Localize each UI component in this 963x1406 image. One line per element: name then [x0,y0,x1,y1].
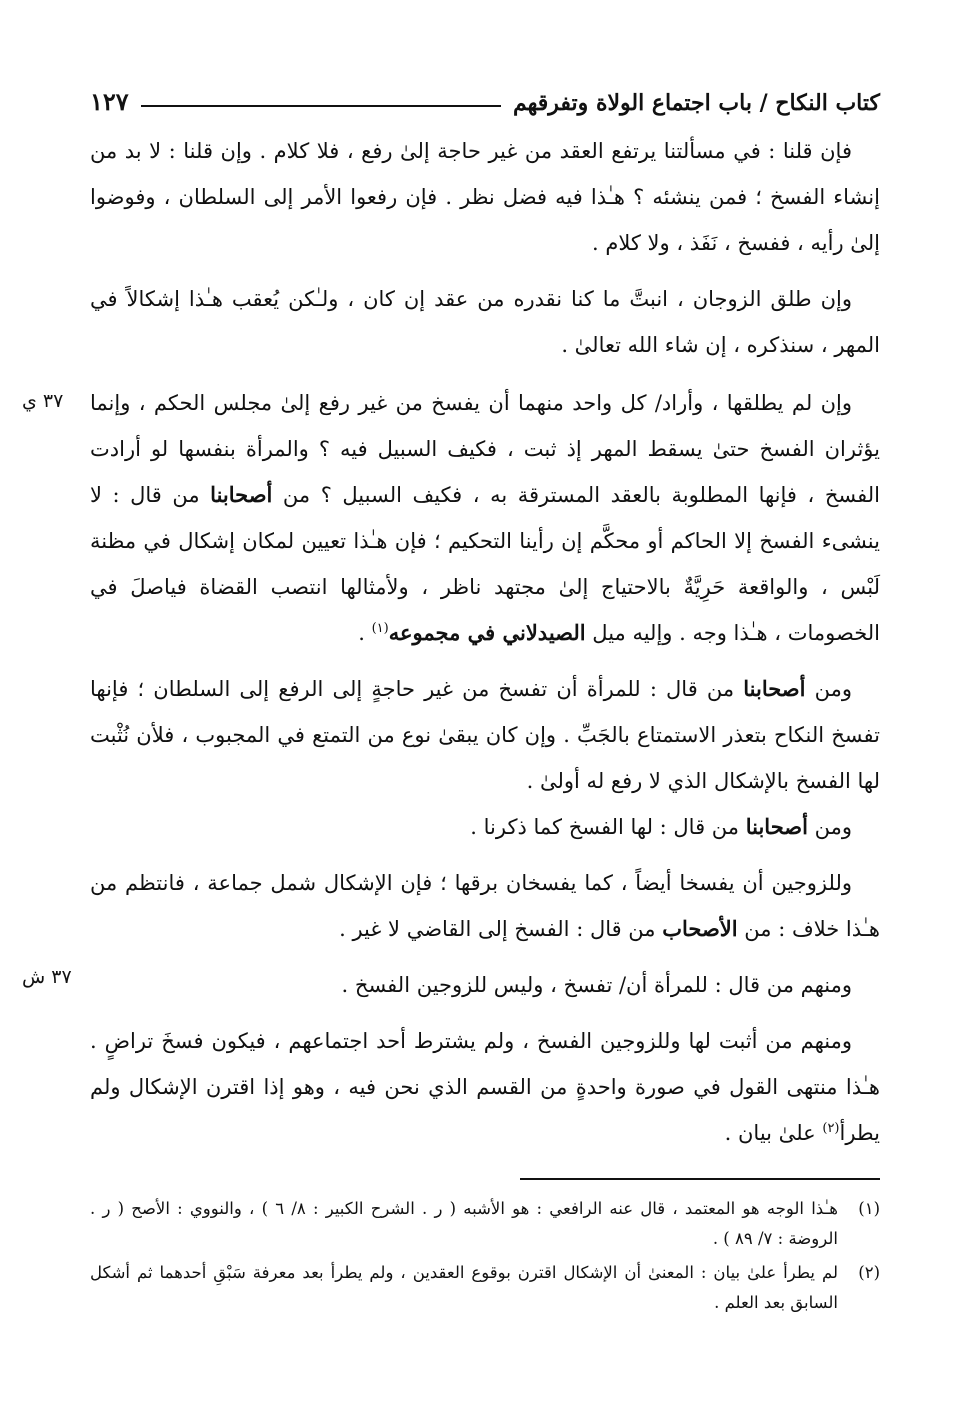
chapter-title: كتاب النكاح / باب اجتماع الولاة وتفرقهم [512,90,880,116]
paragraph-7: ومنهم من قال : للمرأة أن/ تفسخ ، وليس للزوجين الفسخ . [341,973,852,997]
footnote-number: (١) [858,1199,880,1218]
manuscript-marginal-note: ٣٧ ش [22,966,72,988]
footnote-text: هـٰذا الوجه هو المعتمد ، قال عنه الرافعي : هو الأشبه ( ر . الشرح الكبير : ٨/ ٦ ) ، والنووي : الأصح ( ر . الروضة : ٧/ ٨٩ ) . [90,1199,838,1248]
manuscript-marginal-note: ٣٧ ي [22,390,64,412]
footnote [90,1258,880,1318]
page-number: ١٢٧ [90,87,129,116]
footnote-ref: (٢) [822,1121,840,1136]
bold-term: أصحابنا [743,676,806,701]
paragraph-4: ومن أصحابنا من قال : للمرأة أن تفسخ من غير حاجةٍ إلى الرفع إلى السلطان ؛ فإنها تفسخ النكاح بتعذر الاستمتاع بالجَبِّ . وإن كان يبقىٰ نوع من التمتع في المجبوب ، فلأن نُثْبت لها الفسخ بالإشكال الذي لا رفع له أولىٰ . [90,676,880,793]
footnote-separator [520,1178,880,1180]
footnote [90,1194,880,1254]
paragraph-5: ومن أصحابنا من قال : لها الفسخ كما ذكرنا . [470,814,852,839]
paragraph-8: ومنهم من أثبت لها وللزوجين الفسخ ، ولم يشترط أحد اجتماعهم ، فيكون فسخَ تراضٍ . هـٰذا منتهى القول في صورة واحدةٍ من القسم الذي نحن فيه ، وهو إذا اقترن الإشكال ولم يطرأ$^{(٢)}$ علىٰ بيان . [90,1029,880,1145]
bold-term: الصيدلاني في مجموعه [388,620,586,645]
paragraph-3: وإن لم يطلقها ، وأراد/ كل واحد منهما أن يفسخ من غير رفع إلىٰ مجلس الحكم ، وإنما يؤثران الفسخ حتىٰ يسقط المهر إذ ثبت ، فكيف السبيل فيه ؟ والمرأة بنفسها لو أرادت الفسخ ، فإنها المطلوبة بالعقد المسترقة به ، فكيف السبيل ؟ من أصحابنا من قال : لا ينشىء الفسخ إلا الحاكم أو محكَّم إن رأينا التحكيم ؛ فإن هـٰذا تعيين لمكان إشكال في مظنة لَبْس ، والواقعة حَرِيَّةٌ بالاحتياج إلىٰ مجتهد ناظر ، ولأمثالها انتصب القضاة فياصلَ في الخصومات ، هـٰذا وجه . وإليه ميل الصيدلاني في مجموعه$^{(١)}$ . [90,391,880,645]
bold-term: أصحابنا [210,482,273,507]
bold-term: أصحابنا [745,814,808,839]
footnote-number: (٢) [858,1263,880,1282]
paragraph-6: وللزوجين أن يفسخا أيضاً ، كما يفسخان برقها ؛ فإن الإشكال شمل جماعة ، فانتظم من هـٰذا خلاف : من الأصحاب من قال : الفسخ إلى القاضي لا غير . [90,871,880,941]
footnote-ref: (١) [371,621,389,636]
footnote-text: لم يطرأ علىٰ بيان : المعنىٰ أن الإشكال اقترن بوقوع العقدين ، ولم يطرأ بعد معرفة سَبْقِ أحدهما ثم أشكل السابق بعد العلم . [90,1263,838,1312]
header-rule [141,105,501,107]
paragraph-2: وإن طلق الزوجان ، انبتَّ ما كنا نقدره من عقد إن كان ، ولـٰكن يُعقب هـٰذا إشكالاً في المهر ، سنذكره ، إن شاء الله تعالىٰ . [90,287,880,357]
paragraph-1: فإن قلنا : في مسألتنا يرتفع العقد من غير حاجة إلىٰ رفع ، فلا كلام . وإن قلنا : لا بد من إنشاء الفسخ ؛ فمن ينشئه ؟ هـٰذا فيه فضل نظر . فإن رفعوا الأمر إلى السلطان ، وفوضوا إلىٰ رأيه ، ففسخ ، نَفَذ ، ولا كلام . [90,139,880,255]
running-header [90,70,880,116]
book-page [90,70,880,1322]
bold-term: الأصحاب [662,916,738,941]
